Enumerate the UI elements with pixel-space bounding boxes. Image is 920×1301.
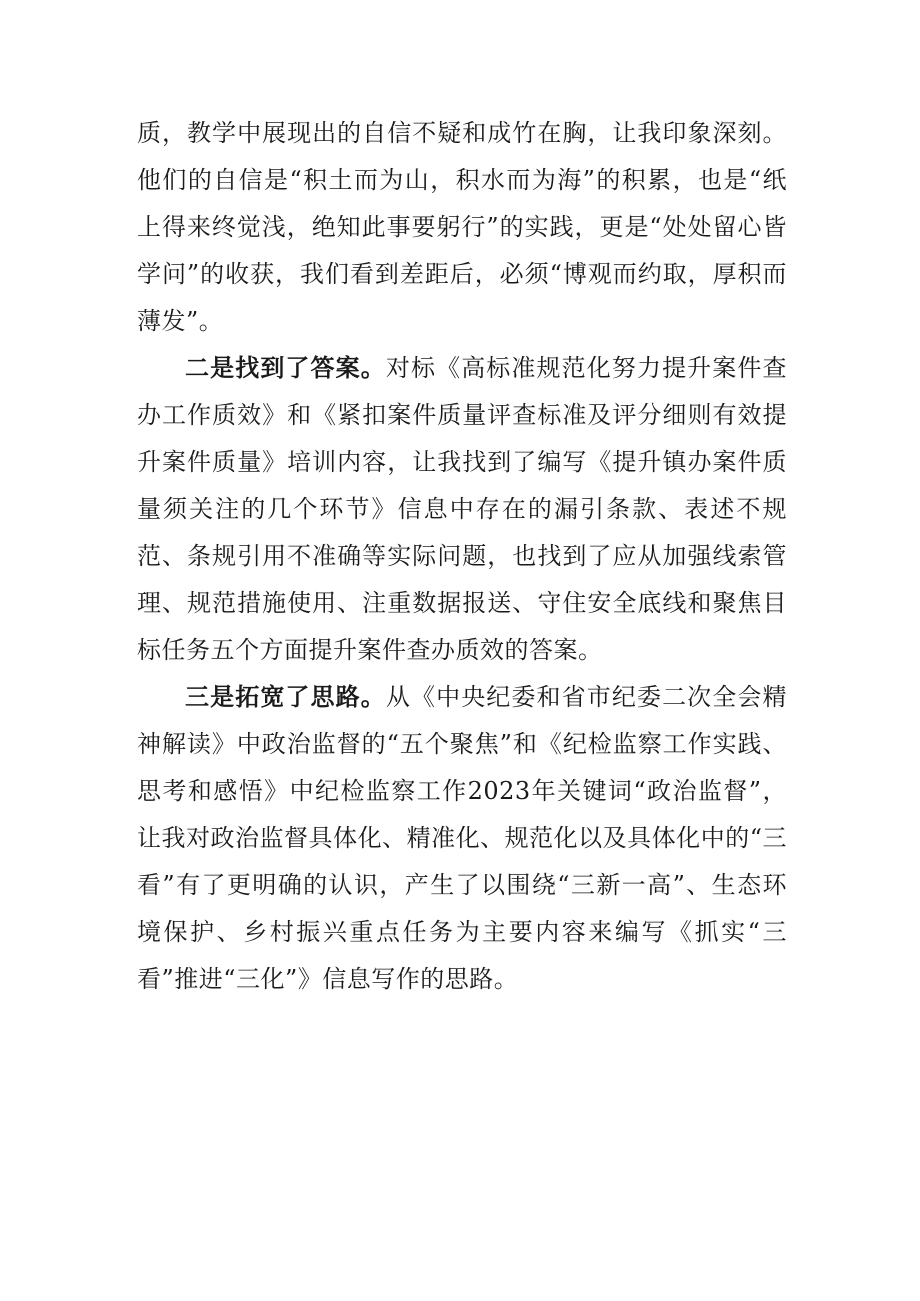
paragraph-text: 质，教学中展现出的自信不疑和成竹在胸，让我印象深刻。他们的自信是“积土而为山，积水而为海”的积累，也是“纸上得来终觉浅，绝知此事要躬行”的实践，更是“处处留心皆学问”的收获，我们看到差距后，必须“博观而约取，厚积而薄发”。 [137, 119, 787, 335]
document-body [137, 110, 787, 1003]
paragraph-text: 从《中央纪委和省市纪委二次全会精神解读》中政治监督的“五个聚焦”和《纪检监察工作实践、思考和感悟》中纪检监察工作2023年关键词“政治监督”，让我对政治监督具体化、精准化、规范化以及具体化中的“三看”有了更明确的认识，产生了以围绕“三新一高”、生态环境保护、乡村振兴重点任务为主要内容来编写《抓实“三看”推进“三化”》信息写作的思路。 [137, 683, 788, 993]
paragraph-broadened-thinking [137, 674, 787, 1003]
paragraph-lead: 二是找到了答案。 [185, 354, 386, 382]
paragraph-lead: 三是拓宽了思路。 [185, 683, 386, 711]
paragraph-found-answers [137, 345, 787, 674]
paragraph-text: 对标《高标准规范化努力提升案件查办工作质效》和《紧扣案件质量评查标准及评分细则有效提升案件质量》培训内容，让我找到了编写《提升镇办案件质量须关注的几个环节》信息中存在的漏引条款、表述不规范、条规引用不准确等实际问题，也找到了应从加强线索管理、规范措施使用、注重数据报送、守住安全底线和聚焦目标任务五个方面提升案件查办质效的答案。 [137, 354, 788, 664]
paragraph-continuation [137, 110, 787, 345]
